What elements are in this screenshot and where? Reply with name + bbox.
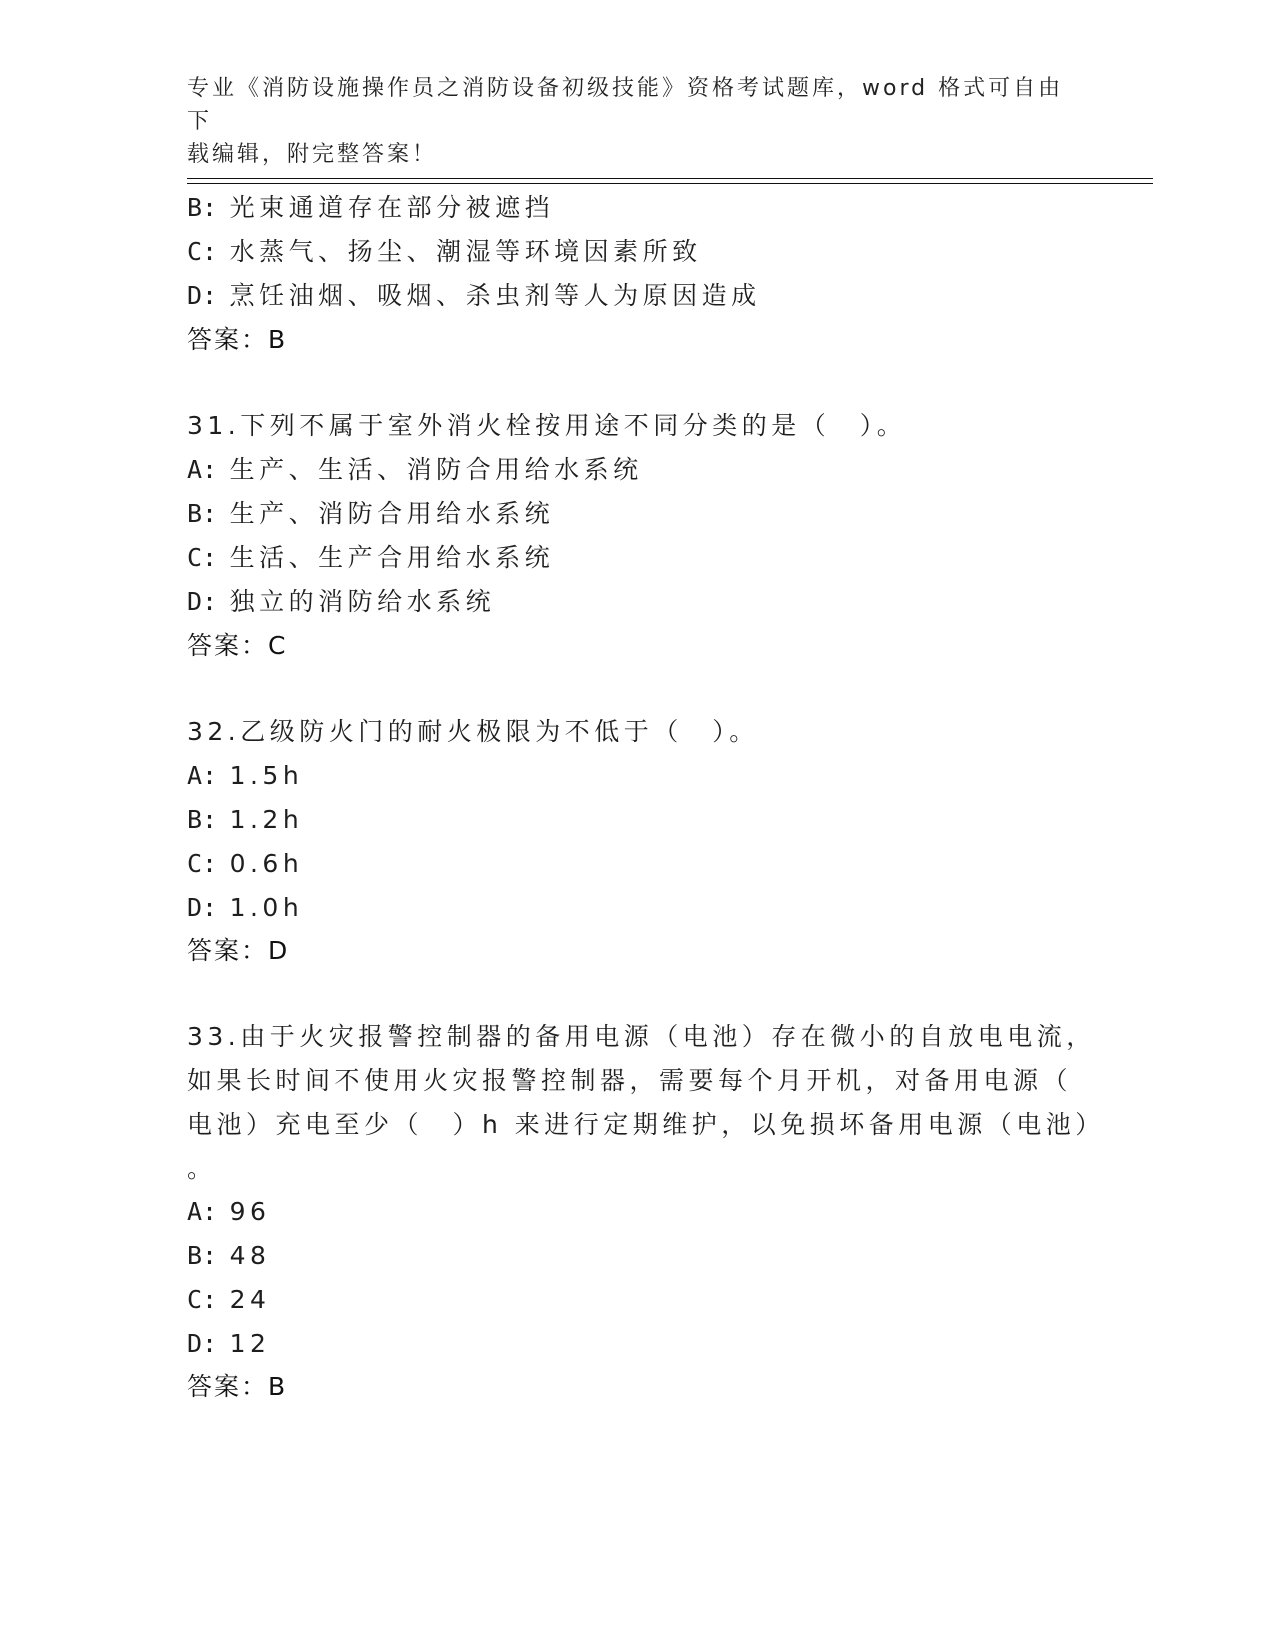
q32-stem: 32.乙级防火门的耐火极限为不低于（ ）。	[187, 717, 759, 746]
q33-option-d: D: 12	[187, 1329, 271, 1358]
q33-answer: 答案：B	[187, 1372, 288, 1401]
header-line-1: 专业《消防设施操作员之消防设备初级技能》资格考试题库，word 格式可自由下	[187, 76, 1064, 134]
q33-stem-line-4: 。	[187, 1154, 217, 1183]
q31-stem: 31.下列不属于室外消火栓按用途不同分类的是（ ）。	[187, 411, 907, 440]
q32-option-a: A: 1.5h	[187, 761, 304, 790]
q30-option-d: D: 烹饪油烟、吸烟、杀虫剂等人为原因造成	[187, 281, 761, 310]
q33-option-b: B: 48	[187, 1241, 271, 1270]
q32-option-d: D: 1.0h	[187, 893, 304, 922]
q30-option-c: C: 水蒸气、扬尘、潮湿等环境因素所致	[187, 237, 702, 266]
header-divider-top	[187, 178, 1153, 179]
q32-answer: 答案：D	[187, 936, 290, 965]
q30-option-b: B: 光束通道存在部分被遮挡	[187, 193, 555, 222]
q31-answer: 答案：C	[187, 631, 288, 660]
q33-option-c: C: 24	[187, 1285, 271, 1314]
header-divider-bottom	[187, 183, 1153, 184]
document-header	[187, 72, 1087, 171]
q31-option-b: B: 生产、消防合用给水系统	[187, 499, 555, 528]
q31-option-c: C: 生活、生产合用给水系统	[187, 543, 555, 572]
q33-option-a: A: 96	[187, 1197, 271, 1226]
q33-stem-line-3: 电池）充电至少（ ）h 来进行定期维护，以免损坏备用电源（电池）	[187, 1110, 1105, 1139]
q33-stem-line-1: 33.由于火灾报警控制器的备用电源（电池）存在微小的自放电电流，	[187, 1022, 1096, 1051]
q32-option-c: C: 0.6h	[187, 849, 304, 878]
q31-option-d: D: 独立的消防给水系统	[187, 587, 496, 616]
header-line-2: 载编辑，附完整答案！	[187, 142, 438, 167]
q30-answer: 答案：B	[187, 325, 288, 354]
q31-option-a: A: 生产、生活、消防合用给水系统	[187, 455, 643, 484]
q33-stem-line-2: 如果长时间不使用火灾报警控制器，需要每个月开机，对备用电源（	[187, 1066, 1073, 1095]
q32-option-b: B: 1.2h	[187, 805, 304, 834]
